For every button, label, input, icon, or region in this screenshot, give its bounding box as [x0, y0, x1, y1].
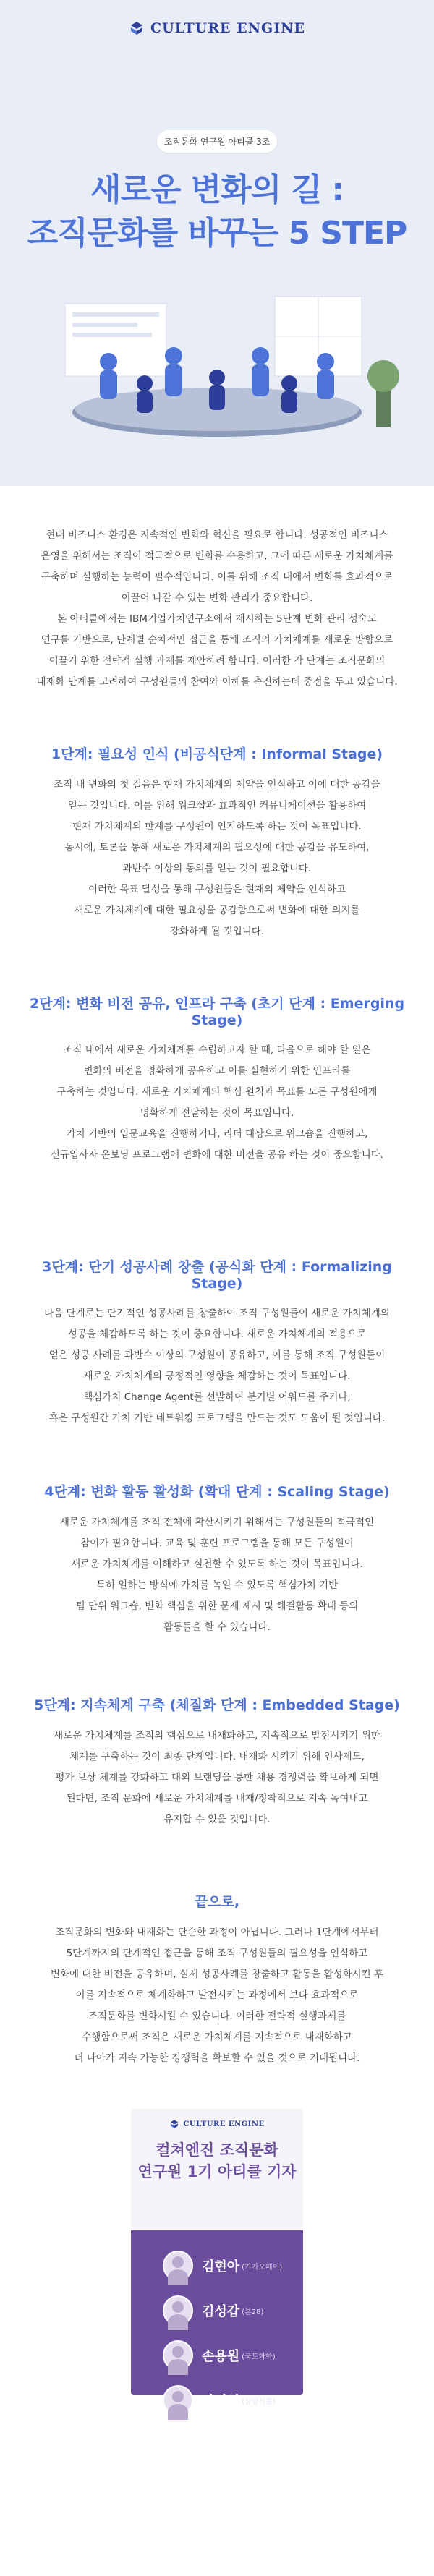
text-line: 조직문화를 변화시킬 수 있습니다. 이러한 전략적 실행과제를	[88, 2010, 346, 2022]
text-line: 평가 보상 체계를 강화하고 대외 브랜딩을 통한 채용 경쟁력을 확보하게 되면	[55, 1772, 379, 1783]
text-line: 동시에, 토론을 통해 새로운 가치체계의 필요성에 대한 공감을 유도하여,	[64, 842, 370, 853]
text-line: 운영을 위해서는 조직이 적극적으로 변화를 수용하고, 그에 따른 새로운 가치체계를	[41, 550, 393, 562]
brand-logo	[0, 0, 434, 36]
avatar	[163, 2295, 193, 2326]
text-line: 활동들을 할 수 있습니다.	[163, 1621, 271, 1633]
card-brand-name: CULTURE ENGINE	[183, 2120, 265, 2128]
text-line: 새로운 가치체계를 조직의 핵심으로 내재화하고, 지속적으로 발전시키기 위한	[54, 1730, 380, 1741]
text-line: 새로운 가치체계의 긍정적인 영향을 체감하는 것이 목표입니다.	[83, 1370, 351, 1382]
step-4-section	[22, 1481, 412, 1638]
card-brand-logo	[131, 2119, 303, 2129]
text-line: 조직 내 변화의 첫 걸음은 현재 가치체계의 제약을 인식하고 이에 대한 공감을	[54, 779, 380, 790]
step-3-body	[22, 1303, 412, 1429]
intro-section	[22, 525, 412, 693]
intro-paragraph-2	[22, 609, 412, 693]
authors-list	[131, 2230, 303, 2423]
text-line: 구축하며 실행하는 능력이 필수적입니다. 이를 위해 조직 내에서 변화를 효과적으로	[41, 571, 393, 583]
text-line: 내재화 단계를 고려하여 구성원들의 참여와 이해를 촉진하는데 중점을 두고 있습니다.	[36, 676, 398, 688]
avatar	[163, 2340, 193, 2371]
text-line: 과반수 이상의 동의를 얻는 것이 필요합니다.	[122, 863, 312, 874]
authors-card	[131, 2109, 303, 2409]
culture-engine-logo-icon	[129, 20, 145, 36]
card-title-line-1: 컬쳐엔진 조직문화	[156, 2141, 278, 2159]
text-line: 신규입사자 온보딩 프로그램에 변화에 대한 비전을 공유 하는 것이 중요합니다.	[50, 1149, 384, 1161]
text-line: 얻은 성공 사례를 과반수 이상의 구성원이 공유하고, 이를 통해 조직 구성원들이	[48, 1349, 386, 1361]
brand-name: CULTURE ENGINE	[150, 20, 305, 36]
text-line: 얻는 것입니다. 이를 위해 워크샵과 효과적인 커뮤니케이션을 활용하여	[67, 800, 367, 811]
text-line: 명확하게 전달하는 것이 목표입니다.	[140, 1107, 294, 1119]
avatar	[163, 2385, 193, 2415]
closing-body	[22, 1922, 412, 2069]
step-3-title: 3단계: 단기 성공사례 창출 (공식화 단계 : Formalizing Stage)	[42, 1259, 392, 1292]
avatar	[163, 2251, 193, 2281]
step-4-body	[22, 1512, 412, 1638]
text-line: 조직문화의 변화와 내재화는 단순한 과정이 아닙니다. 그러나 1단계에서부터	[55, 1927, 379, 1938]
title-line-2: 조직문화를 바꾸는 5 STEP	[27, 215, 407, 252]
text-line: 핵심가치 Change Agent를 선발하여 분기별 어워드를 주거나,	[83, 1391, 351, 1403]
closing-title: 끝으로,	[194, 1894, 240, 1910]
article-body	[0, 525, 434, 2409]
text-line: 혹은 구성원간 가치 기반 네트워킹 프로그램을 만드는 것도 도움이 될 것입니다.	[48, 1412, 386, 1424]
text-line: 현대 비즈니스 환경은 지속적인 변화와 혁신을 필요로 합니다. 성공적인 비즈니스	[46, 529, 388, 541]
step-5-section	[22, 1694, 412, 1830]
text-line: 더 나아가 지속 가능한 경쟁력을 확보할 수 있을 것으로 기대됩니다.	[74, 2052, 360, 2064]
closing-section	[22, 1891, 412, 2069]
text-line: 가치 기반의 입문교육을 진행하거나, 리더 대상으로 워크숍을 진행하고,	[66, 1128, 368, 1140]
text-line: 참여가 필요합니다. 교육 및 훈련 프로그램을 통해 모든 구성원이	[80, 1538, 354, 1549]
text-line: 현재 가치체계의 한계를 구성원이 인지하도록 하는 것이 목표입니다.	[72, 821, 362, 832]
text-line: 수행함으로써 조직은 새로운 가치체계를 지속적으로 내재화하고	[82, 2031, 352, 2043]
author-name: 차민선	[202, 2394, 240, 2409]
author-item	[163, 2288, 303, 2333]
title-line-1: 새로운 변화의 길 :	[90, 171, 344, 208]
author-item	[163, 2378, 303, 2423]
author-item	[163, 2333, 303, 2378]
meeting-illustration	[0, 275, 434, 463]
text-line: 연구를 기반으로, 단계별 순차적인 접근을 통해 조직의 가치체계를 새로운 방향으로	[41, 634, 393, 646]
step-5-title: 5단계: 지속체계 구축 (체질화 단계 : Embedded Stage)	[34, 1697, 400, 1713]
text-line: 5단계까지의 단계적인 접근을 통해 조직 구성원들의 필요성을 인식하고	[66, 1948, 368, 1959]
step-2-body	[22, 1040, 412, 1166]
text-line: 강화하게 될 것입니다.	[169, 926, 265, 937]
author-affiliation: (국도화학)	[242, 2353, 276, 2361]
author-affiliation: (삼양식품)	[242, 2397, 276, 2406]
card-title-line-2: 연구원 1기 아티클 기자	[137, 2163, 297, 2180]
author-name: 손용원	[202, 2349, 240, 2364]
text-line: 이를 지속적으로 체계화하고 발전시키는 과정에서 보다 효과적으로	[75, 1989, 359, 2001]
author-affiliation: (카카오페이)	[242, 2263, 283, 2272]
text-line: 다음 단계로는 단기적인 성공사례를 창출하여 조직 구성원들이 새로운 가치체계의	[44, 1308, 390, 1319]
step-3-section	[22, 1256, 412, 1429]
text-line: 본 아티클에서는 IBM기업가치연구소에서 제시하는 5단계 변화 관리 성숙도	[57, 613, 377, 625]
text-line: 조직 내에서 새로운 가치체계를 수립하고자 할 때, 다음으로 해야 할 일은	[63, 1044, 371, 1056]
author-name: 김성갑	[202, 2304, 240, 2319]
intro-paragraph-1	[22, 525, 412, 609]
text-line: 성공을 체감하도록 하는 것이 중요합니다. 새로운 가치체계의 적용으로	[67, 1328, 367, 1340]
author-name: 김현아	[202, 2259, 240, 2274]
text-line: 이끌기 위한 전략적 실행 과제를 제안하려 합니다. 이러한 각 단계는 조직문화의	[48, 655, 386, 667]
text-line: 변화에 대한 비전을 공유하며, 실제 성공사례를 창출하고 활동을 활성화시킨 후	[50, 1969, 384, 1980]
step-2-section	[22, 993, 412, 1166]
text-line: 특히 일하는 방식에 가치를 녹일 수 있도록 핵심가치 기반	[95, 1579, 339, 1591]
author-affiliation: (본28)	[242, 2308, 264, 2316]
text-line: 된다면, 조직 문화에 새로운 가치체계를 내재/정착적으로 지속 녹여내고	[66, 1793, 368, 1804]
article-tag: 조직문화 연구원 아티클 3조	[157, 130, 277, 153]
page-title	[0, 169, 434, 255]
text-line: 체계를 구축하는 것이 최종 단계입니다. 내재화 시키기 위해 인사제도,	[69, 1751, 365, 1762]
step-5-body	[22, 1726, 412, 1830]
step-4-title: 4단계: 변화 활동 활성화 (확대 단계 : Scaling Stage)	[44, 1484, 390, 1500]
text-line: 새로운 가치체계에 대한 필요성을 공감함으로써 변화에 대한 의지를	[74, 905, 360, 916]
step-1-title: 1단계: 필요성 인식 (비공식단계 : Informal Stage)	[51, 746, 383, 762]
text-line: 팀 단위 워크숍, 변화 핵심을 위한 문제 제시 및 해결활동 확대 등의	[75, 1600, 359, 1612]
authors-card-title	[131, 2139, 303, 2183]
step-2-title: 2단계: 변화 비전 공유, 인프라 구축 (초기 단계 : Emerging Stage)	[29, 996, 405, 1028]
step-1-body	[22, 775, 412, 942]
culture-engine-logo-icon	[169, 2119, 179, 2129]
authors-card-header	[131, 2109, 303, 2230]
text-line: 새로운 가치체계를 조직 전체에 확산시키기 위해서는 구성원들의 적극적인	[59, 1517, 375, 1528]
text-line: 이러한 목표 달성을 통해 구성원들은 현재의 제약을 인식하고	[88, 884, 346, 895]
text-line: 구축하는 것입니다. 새로운 가치체계의 핵심 원칙과 목표를 모든 구성원에게	[56, 1086, 378, 1098]
text-line: 변화의 비전을 명확하게 공유하고 이를 실현하기 위한 인프라를	[83, 1065, 351, 1077]
step-1-section	[22, 743, 412, 942]
author-item	[163, 2243, 303, 2288]
text-line: 새로운 가치체계를 이해하고 실천할 수 있도록 하는 것이 목표입니다.	[71, 1558, 363, 1570]
hero-banner	[0, 0, 434, 486]
text-line: 유지할 수 있을 것입니다.	[163, 1814, 271, 1825]
text-line: 이끌어 나갈 수 있는 변화 관리가 중요합니다.	[121, 592, 313, 604]
